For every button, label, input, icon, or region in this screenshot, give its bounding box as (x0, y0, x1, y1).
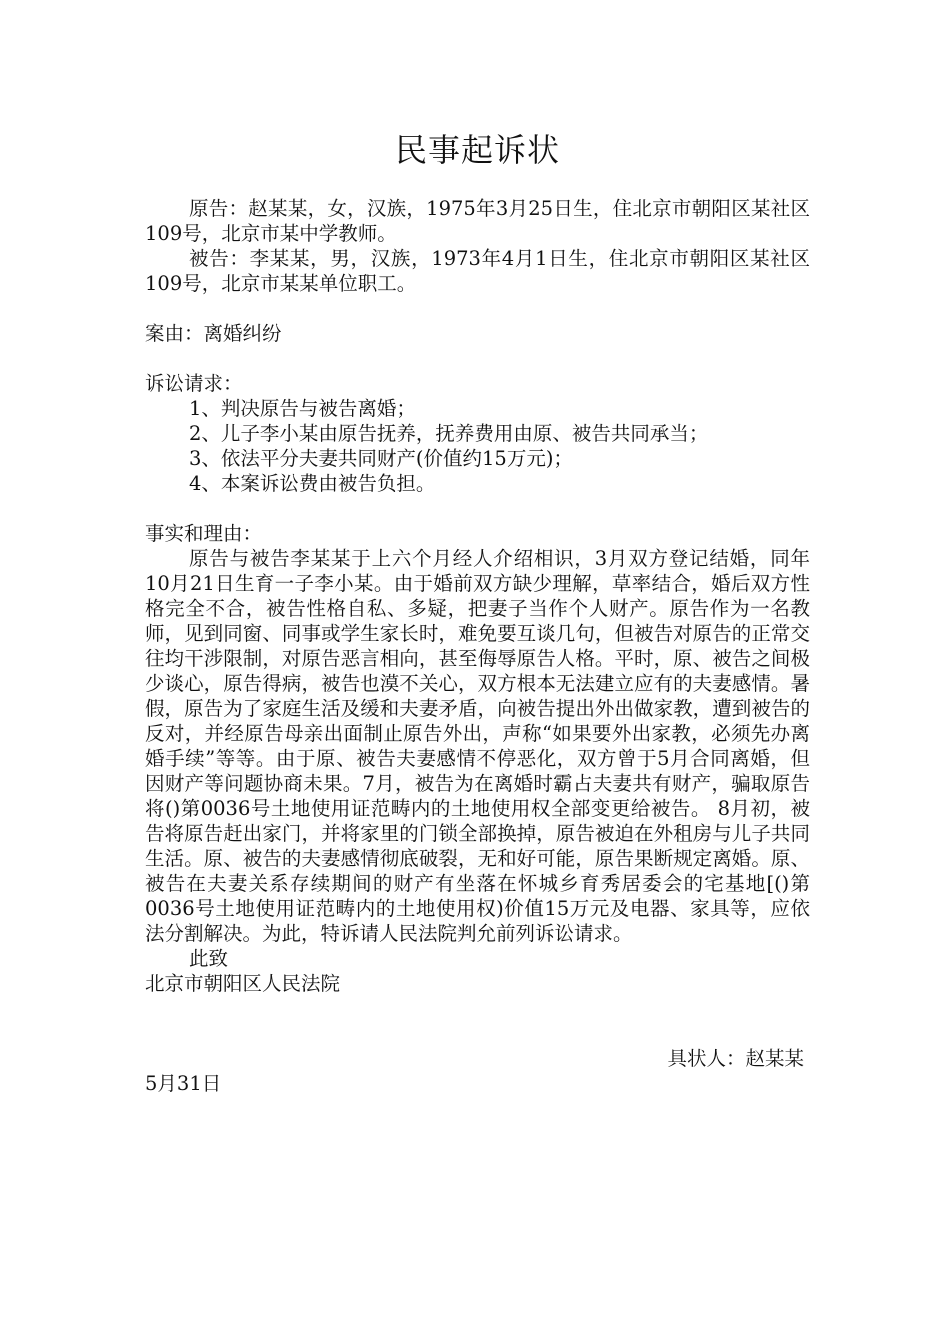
claim-item: 1、判决原告与被告离婚； (189, 397, 416, 420)
spacer (145, 296, 810, 321)
spacer (145, 996, 810, 1046)
claims-heading: 诉讼请求： (145, 372, 243, 395)
facts-heading: 事实和理由： (145, 522, 263, 545)
claim-item: 2、儿子李小某由原告抚养，抚养费用由原、被告共同承当； (189, 422, 709, 445)
plaintiff-info: 原告：赵某某，女，汉族，1975年3月25日生，住北京市朝阳区某社区109号，北京市某中学教师。 (145, 197, 810, 245)
spacer (145, 346, 810, 371)
facts-body: 原告与被告李某某于上六个月经人介绍相识，3月双方登记结婚，同年10月21日生育一子李小某。由于婚前双方缺少理解，草率结合，婚后双方性格完全不合，被告性格自私、多疑，把妻子当作个人财产。原告作为一名教师，见到同窗、同事或学生家长时，难免要互谈几句，但被告对原告的正常交往均干涉限制，对原告恶言相向，甚至侮辱原告人格。平时，原、被告之间极少谈心，原告得病，被告也漠不关心，双方根本无法建立应有的夫妻感情。暑假，原告为了家庭生活及缓和夫妻矛盾，向被告提出外出做家教，遭到被告的反对，并经原告母亲出面制止原告外出，声称“如果要外出家教，必须先办离婚手续”等等。由于原、被告夫妻感情不停恶化，双方曾于5月合同离婚，但因财产等问题协商未果。7月，被告为在离婚时霸占夫妻共有财产，骗取原告将()第0036号土地使用证范畴内的土地使用权全部变更给被告。 8月初，被告将原告赶出家门，并将家里的门锁全部换掉，原告被迫在外租房与儿子共同生活。原、被告的夫妻感情彻底破裂，无和好可能，原告果断规定离婚。原、被告在夫妻关系存续期间的财产有坐落在怀城乡育秀居委会的宅基地[()第0036号土地使用证范畴内的土地使用权)价值15万元及电器、家具等，应依法分割解决。为此，特诉请人民法院判允前列诉讼请求。 (145, 547, 810, 945)
claim-item: 3、依法平分夫妻共同财产(价值约15万元)； (189, 447, 573, 470)
complaint-document (145, 128, 810, 1096)
court-name: 北京市朝阳区人民法院 (145, 972, 341, 995)
salutation: 此致 (189, 947, 229, 970)
case-cause: 案由：离婚纠纷 (145, 322, 282, 345)
document-date: 5月31日 (145, 1072, 222, 1095)
signer: 具状人：赵某某 (667, 1047, 804, 1070)
defendant-info: 被告：李某某，男，汉族，1973年4月1日生，住北京市朝阳区某社区109号，北京市某某单位职工。 (145, 247, 810, 295)
claim-item: 4、本案诉讼费由被告负担。 (189, 472, 436, 495)
document-title: 民事起诉状 (394, 131, 560, 169)
spacer (145, 496, 810, 521)
